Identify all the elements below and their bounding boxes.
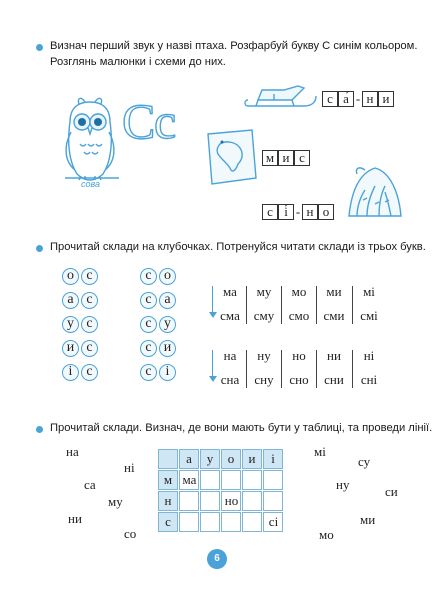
grid-header-vowel: и	[242, 449, 262, 469]
syllable-top: ну	[257, 348, 271, 363]
loose-syllable-right[interactable]: су	[358, 454, 371, 469]
yarn-ball-letter: с	[81, 364, 98, 381]
grid-filled-syllable: ма	[182, 472, 197, 487]
task2-instruction: Прочитай склади на клубочках. Потренуйся читати склади із трьох букв.	[50, 241, 426, 253]
loose-syllable-right[interactable]: мі	[314, 444, 326, 459]
grid-header-vowel: у	[200, 449, 220, 469]
column-divider	[316, 286, 317, 324]
grid-header-vowel: а	[179, 449, 199, 469]
syllable-top: мі	[363, 284, 375, 299]
yarn-ball-pair	[140, 268, 176, 290]
task2-bullet	[36, 245, 43, 252]
syllable-bottom: смо	[288, 308, 310, 323]
letter-cell[interactable]: н	[302, 204, 318, 220]
yarn-ball-letter: а	[159, 292, 176, 309]
yarn-ball-letter: у	[62, 316, 79, 333]
yarn-ball-pair	[62, 364, 98, 386]
loose-syllable-left[interactable]: са	[84, 477, 96, 492]
loose-syllable-left[interactable]: ні	[124, 460, 135, 475]
letter-cell[interactable]: а́	[338, 91, 354, 107]
yarn-ball-letter: і	[159, 364, 176, 381]
syllable-bottom: сми	[323, 308, 345, 323]
letter-cell[interactable]: и	[278, 150, 294, 166]
grid-cell[interactable]	[242, 512, 262, 532]
grid-filled-syllable: но	[224, 493, 239, 508]
letter-cell[interactable]: н	[362, 91, 378, 107]
loose-syllable-left[interactable]: ни	[68, 511, 82, 526]
yarn-ball-letter: а	[62, 292, 79, 309]
page-number: 6	[214, 553, 220, 564]
syllable-top: му	[256, 284, 272, 299]
grid-header-vowel: і	[263, 449, 283, 469]
loose-syllable-left[interactable]: му	[108, 494, 123, 509]
syllable-bottom: смі	[360, 308, 378, 323]
letter-cc[interactable]: Сс	[122, 93, 175, 149]
task1-instruction-line1: Визнач перший звук у назві птаха. Розфарбуй букву С синім кольором.	[50, 40, 418, 52]
yarn-ball-letter: и	[62, 340, 79, 357]
yarn-ball-letter: о	[159, 268, 176, 285]
owl-caption: сова	[81, 179, 101, 189]
sled-illustration	[244, 80, 324, 114]
grid-cell[interactable]	[221, 512, 241, 532]
column-divider	[352, 350, 353, 388]
task1-instruction-line2: Розглянь малюнки і схеми до них.	[50, 56, 226, 68]
syllable-bottom: сни	[324, 372, 344, 387]
yarn-ball-letter: с	[140, 292, 157, 309]
grid-corner	[158, 449, 178, 469]
yarn-ball-pair	[140, 340, 176, 362]
task3-instruction: Прочитай склади. Визнач, де вони мають бути у таблиці, та проведи лінії.	[50, 422, 433, 434]
grid-header-consonant: с	[158, 512, 178, 532]
letter-cell[interactable]: о	[318, 204, 334, 220]
syllable-top: ми	[326, 284, 342, 299]
owl-illustration	[55, 92, 125, 192]
syllable-top: мо	[291, 284, 307, 299]
yarn-ball-letter: і	[62, 364, 79, 381]
loose-syllable-right[interactable]: ми	[360, 512, 376, 527]
syllable-bottom: сма	[220, 308, 240, 323]
yarn-ball-letter: у	[159, 316, 176, 333]
letter-cell[interactable]: і́	[278, 204, 294, 220]
column-divider	[281, 350, 282, 388]
yarn-ball-pair	[62, 316, 98, 338]
grid-cell[interactable]	[179, 491, 199, 511]
yarn-ball-pair	[140, 292, 176, 314]
task1-bullet	[36, 44, 43, 51]
yarn-ball-letter: с	[140, 316, 157, 333]
column-divider	[246, 350, 247, 388]
yarn-ball-letter: с	[140, 340, 157, 357]
column-divider	[246, 286, 247, 324]
yarn-ball-letter: с	[81, 340, 98, 357]
letter-cell[interactable]: с	[262, 204, 278, 220]
yarn-ball-letter: с	[140, 268, 157, 285]
yarn-ball-letter: о	[62, 268, 79, 285]
column-divider	[281, 286, 282, 324]
map-illustration	[206, 128, 258, 186]
syllable-bottom: сну	[254, 372, 274, 387]
grid-header-vowel: о	[221, 449, 241, 469]
yarn-ball-pair	[140, 316, 176, 338]
grid-cell[interactable]	[221, 470, 241, 490]
yarn-ball-letter: с	[81, 316, 98, 333]
grid-cell[interactable]	[200, 470, 220, 490]
yarn-ball-pair	[140, 364, 176, 386]
syllable-top: ма	[223, 284, 237, 299]
grid-header-consonant: м	[158, 470, 178, 490]
loose-syllable-right[interactable]: си	[385, 484, 398, 499]
loose-syllable-left[interactable]: на	[66, 444, 79, 459]
syllable-bottom: сно	[289, 372, 309, 387]
syllable-separator: -	[355, 91, 361, 106]
loose-syllable-left[interactable]: со	[124, 526, 137, 541]
yarn-ball-letter: и	[159, 340, 176, 357]
syllable-top: на	[223, 348, 237, 363]
loose-syllable-right[interactable]: ну	[336, 477, 350, 492]
yarn-ball-letter: с	[81, 268, 98, 285]
grid-filled-syllable: сі	[268, 514, 279, 529]
letter-cell[interactable]: с	[294, 150, 310, 166]
loose-syllable-right[interactable]: мо	[319, 527, 334, 542]
grid-cell[interactable]	[242, 491, 262, 511]
syllable-top: ні	[363, 348, 375, 363]
grid-cell[interactable]	[200, 491, 220, 511]
grid-cell[interactable]	[263, 470, 283, 490]
syllable-bottom: сму	[253, 308, 275, 323]
yarn-ball-pair	[62, 268, 98, 290]
syllable-bottom: сні	[360, 372, 378, 387]
letter-cell[interactable]: и	[378, 91, 394, 107]
column-divider	[352, 286, 353, 324]
yarn-ball-letter: с	[81, 292, 98, 309]
grid-cell[interactable]	[242, 470, 262, 490]
letter-cell[interactable]: с	[322, 91, 338, 107]
grid-cell[interactable]	[200, 512, 220, 532]
column-divider	[316, 350, 317, 388]
yarn-ball-pair	[62, 340, 98, 362]
letter-cell[interactable]: м	[262, 150, 278, 166]
grid-header-consonant: н	[158, 491, 178, 511]
yarn-ball-letter: с	[140, 364, 157, 381]
syllable-top: ни	[327, 348, 341, 363]
hay-illustration	[345, 160, 405, 220]
yarn-ball-pair	[62, 292, 98, 314]
grid-cell[interactable]	[263, 491, 283, 511]
syllable-top: но	[292, 348, 306, 363]
task3-bullet	[36, 426, 43, 433]
syllable-separator: -	[295, 204, 301, 219]
syllable-bottom: сна	[220, 372, 240, 387]
page-number-badge	[207, 549, 227, 569]
grid-cell[interactable]	[179, 512, 199, 532]
